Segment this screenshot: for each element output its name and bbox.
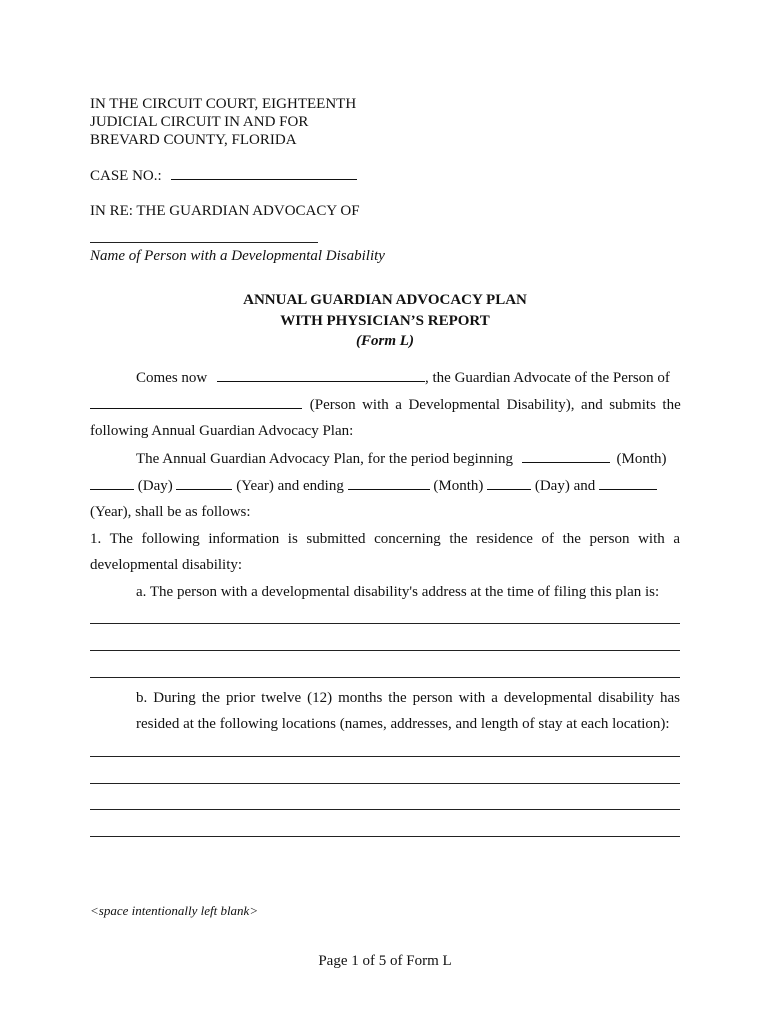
end-year-field[interactable] [599, 476, 657, 490]
case-number-field[interactable] [171, 166, 357, 180]
person-name-caption: Name of Person with a Developmental Disability [90, 248, 385, 264]
address-line-1[interactable] [90, 623, 680, 624]
residence-line-2[interactable] [90, 783, 680, 784]
title-line-1: ANNUAL GUARDIAN ADVOCACY PLAN [243, 292, 527, 308]
residence-line-1[interactable] [90, 756, 680, 757]
page-footer: Page 1 of 5 of Form L [318, 953, 452, 969]
person-with-text: (Person with a Developmental Disability), and submits the [309, 397, 681, 413]
residence-line-4[interactable] [90, 836, 680, 837]
begin-day-field[interactable] [90, 476, 134, 490]
period-line-2 [90, 476, 657, 495]
begin-year-field[interactable] [176, 476, 232, 490]
end-month-field[interactable] [348, 476, 430, 490]
intro-line-2 [90, 395, 681, 414]
guardian-name-field[interactable] [217, 368, 425, 382]
end-day-label: (Day) and [534, 478, 596, 494]
item-b-line-1: b. During the prior twelve (12) months the person with a developmental disability has [136, 690, 680, 706]
in-re-line: IN RE: THE GUARDIAN ADVOCACY OF [90, 203, 360, 219]
period-text: The Annual Guardian Advocacy Plan, for the period beginning [136, 451, 513, 467]
item-1-line-2: developmental disability: [90, 557, 243, 573]
intro-line-1 [136, 368, 670, 387]
intro-line-3: following Annual Guardian Advocacy Plan: [90, 423, 354, 439]
blank-space-note: <space intentionally left blank> [90, 903, 259, 918]
end-month-label: (Month) [433, 478, 484, 494]
title-line-2: WITH PHYSICIAN’S REPORT [280, 313, 490, 329]
court-line-3: BREVARD COUNTY, FLORIDA [90, 132, 297, 148]
person-name-field[interactable] [90, 242, 318, 243]
guardian-of-text: , the Guardian Advocate of the Person of [425, 370, 670, 386]
item-1-line-1: 1. The following information is submitted concerning the residence of the person with a [90, 531, 680, 547]
ward-name-field[interactable] [90, 395, 302, 409]
item-a-text: a. The person with a developmental disability's address at the time of filing this plan is: [136, 584, 660, 600]
case-number-row [90, 166, 357, 185]
residence-line-3[interactable] [90, 809, 680, 810]
year-ending-label: (Year) and ending [236, 478, 344, 494]
comes-now-text: Comes now [136, 370, 208, 386]
court-line-2: JUDICIAL CIRCUIT IN AND FOR [90, 114, 309, 130]
address-line-2[interactable] [90, 650, 680, 651]
case-number-label: CASE NO.: [90, 168, 162, 184]
end-day-field[interactable] [487, 476, 531, 490]
period-line-3: (Year), shall be as follows: [90, 504, 251, 520]
begin-month-label: (Month) [616, 451, 667, 467]
item-b-line-2: resided at the following locations (names, addresses, and length of stay at each location): [136, 716, 670, 732]
address-line-3[interactable] [90, 677, 680, 678]
court-line-1: IN THE CIRCUIT COURT, EIGHTEENTH [90, 96, 357, 112]
period-line-1 [136, 449, 667, 468]
title-line-3: (Form L) [356, 333, 414, 349]
begin-day-label: (Day) [137, 478, 173, 494]
begin-month-field[interactable] [522, 449, 610, 463]
